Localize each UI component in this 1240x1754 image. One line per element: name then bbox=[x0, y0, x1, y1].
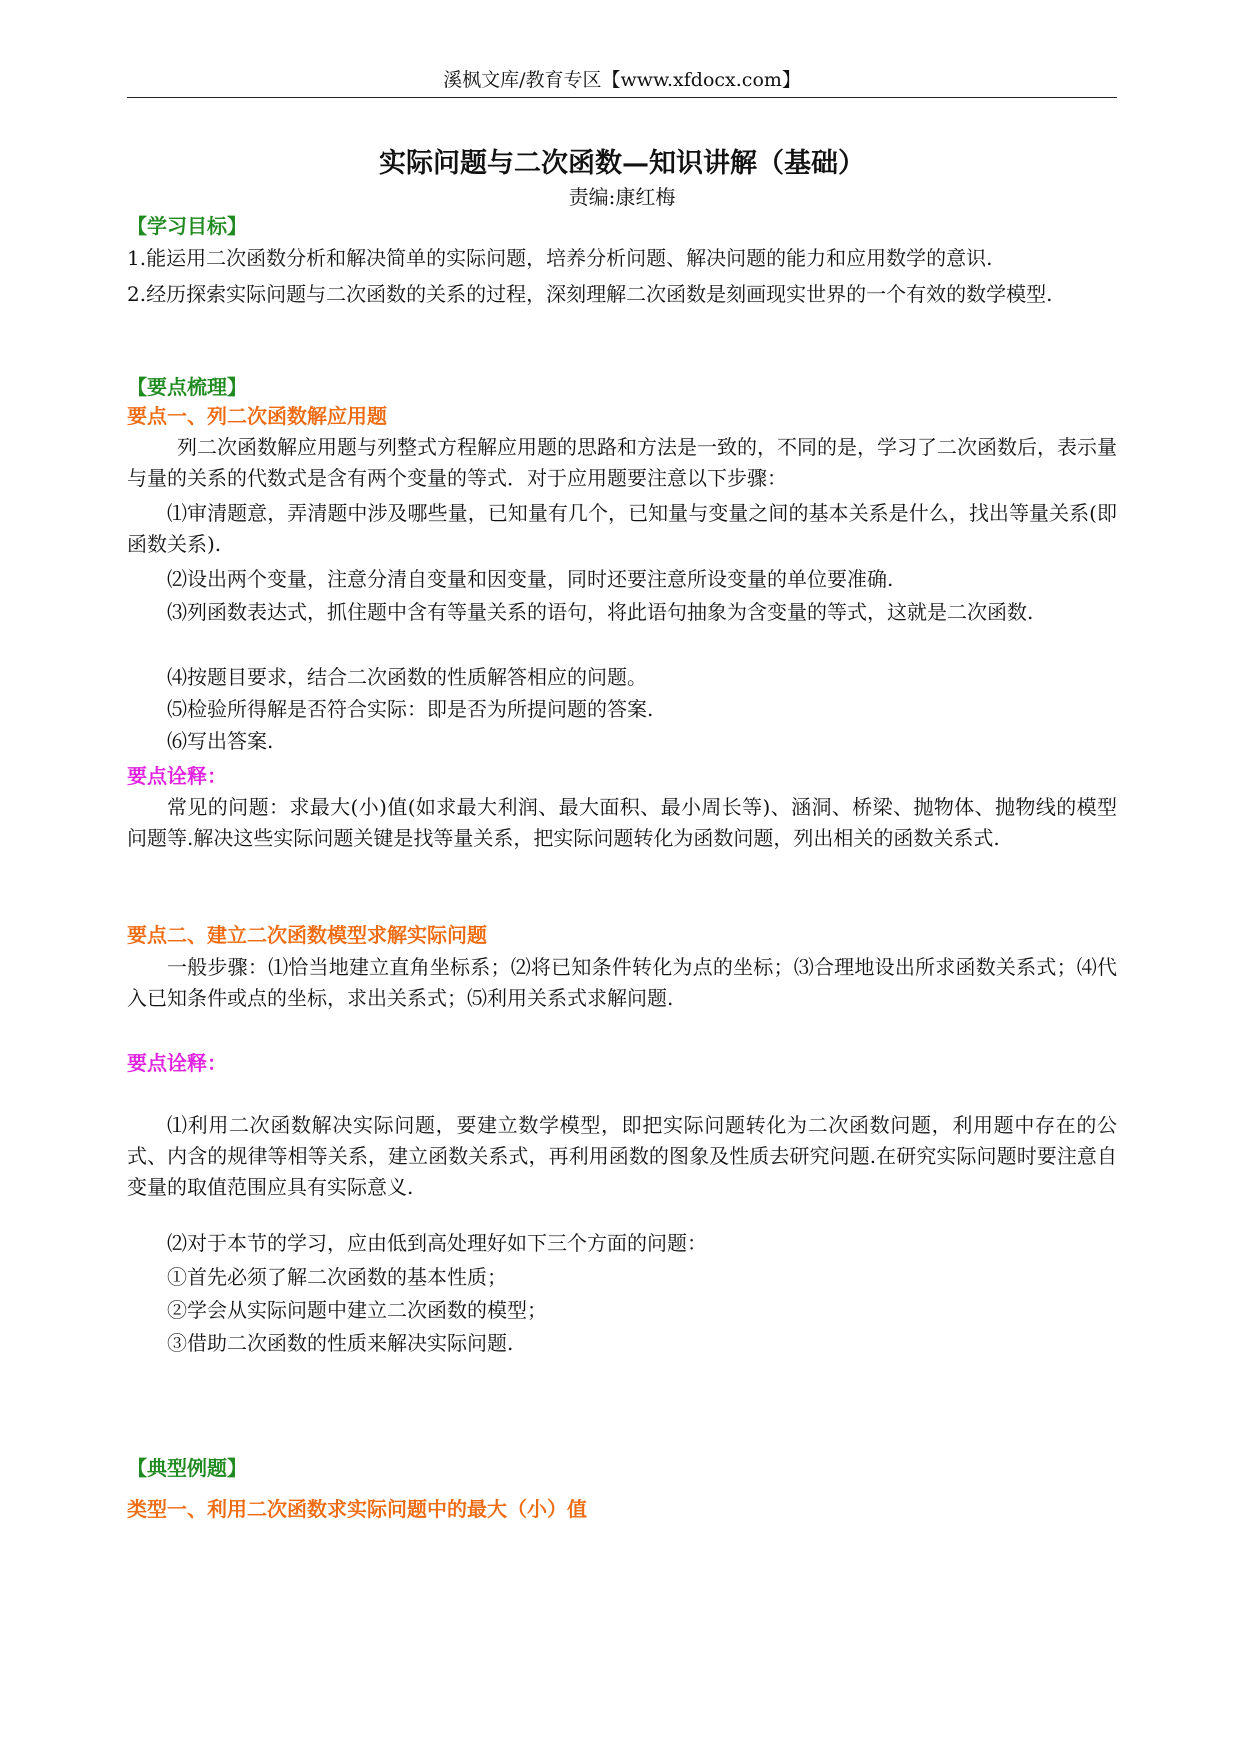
header-rule bbox=[127, 97, 1117, 98]
examples-heading: 【典型例题】 bbox=[127, 1456, 247, 1480]
point2-steps: 一般步骤：⑴恰当地建立直角坐标系；⑵将已知条件转化为点的坐标；⑶合理地设出所求函数关系式；⑷代入已知条件或点的坐标，求出关系式；⑸利用关系式求解问题. bbox=[127, 955, 1117, 1010]
goal-item: 2.经历探索实际问题与二次函数的关系的过程，深刻理解二次函数是刻画现实世界的一个有效的数学模型. bbox=[127, 282, 1053, 306]
editor-line: 责编:康红梅 bbox=[568, 185, 676, 209]
point2-item: ①首先必须了解二次函数的基本性质； bbox=[167, 1265, 507, 1289]
point2-item: ②学会从实际问题中建立二次函数的模型； bbox=[167, 1298, 547, 1322]
point2-heading: 要点二、建立二次函数模型求解实际问题 bbox=[127, 923, 487, 947]
document-title: 实际问题与二次函数—知识讲解（基础） bbox=[379, 148, 865, 179]
point1-note-heading: 要点诠释： bbox=[127, 764, 227, 788]
point1-intro: 列二次函数解应用题与列整式方程解应用题的思路和方法是一致的，不同的是，学习了二次函数后，表示量与量的关系的代数式是含有两个变量的等式．对于应用题要注意以下步骤： bbox=[127, 435, 1117, 490]
point1-step: ⑵设出两个变量，注意分清自变量和因变量，同时还要注意所设变量的单位要准确. bbox=[167, 567, 894, 591]
goal-item: 1.能运用二次函数分析和解决简单的实际问题，培养分析问题、解决问题的能力和应用数学的意识. bbox=[127, 246, 993, 270]
point1-step: ⑴审清题意，弄清题中涉及哪些量，已知量有几个，已知量与变量之间的基本关系是什么，找出等量关系(即函数关系). bbox=[127, 501, 1117, 556]
point2-note2: ⑵对于本节的学习，应由低到高处理好如下三个方面的问题： bbox=[167, 1231, 707, 1255]
points-heading: 【要点梳理】 bbox=[127, 375, 247, 399]
type1-heading: 类型一、利用二次函数求实际问题中的最大（小）值 bbox=[127, 1497, 587, 1521]
point1-step: ⑸检验所得解是否符合实际：即是否为所提问题的答案. bbox=[167, 697, 654, 721]
point1-heading: 要点一、列二次函数解应用题 bbox=[127, 404, 387, 428]
point1-note: 常见的问题：求最大(小)值(如求最大利润、最大面积、最小周长等)、涵洞、桥梁、抛物体、抛物线的模型问题等.解决这些实际问题关键是找等量关系，把实际问题转化为函数问题，列出相关的函数关系式. bbox=[127, 795, 1117, 850]
point2-note1: ⑴利用二次函数解决实际问题，要建立数学模型，即把实际问题转化为二次函数问题，利用题中存在的公式、内含的规律等相等关系，建立函数关系式，再利用函数的图象及性质去研究问题.在研究实际问题时要注意自变量的取值范围应具有实际意义. bbox=[127, 1113, 1117, 1199]
point1-step: ⑷按题目要求，结合二次函数的性质解答相应的问题。 bbox=[167, 665, 647, 689]
point1-step: ⑹写出答案. bbox=[167, 729, 274, 753]
goals-heading: 【学习目标】 bbox=[127, 214, 247, 238]
page-header: 溪枫文库/教育专区【www.xfdocx.com】 bbox=[443, 69, 801, 91]
point1-step: ⑶列函数表达式，抓住题中含有等量关系的语句，将此语句抽象为含变量的等式，这就是二次函数. bbox=[167, 600, 1034, 624]
point2-note-heading: 要点诠释： bbox=[127, 1051, 227, 1075]
point2-item: ③借助二次函数的性质来解决实际问题. bbox=[167, 1331, 514, 1355]
